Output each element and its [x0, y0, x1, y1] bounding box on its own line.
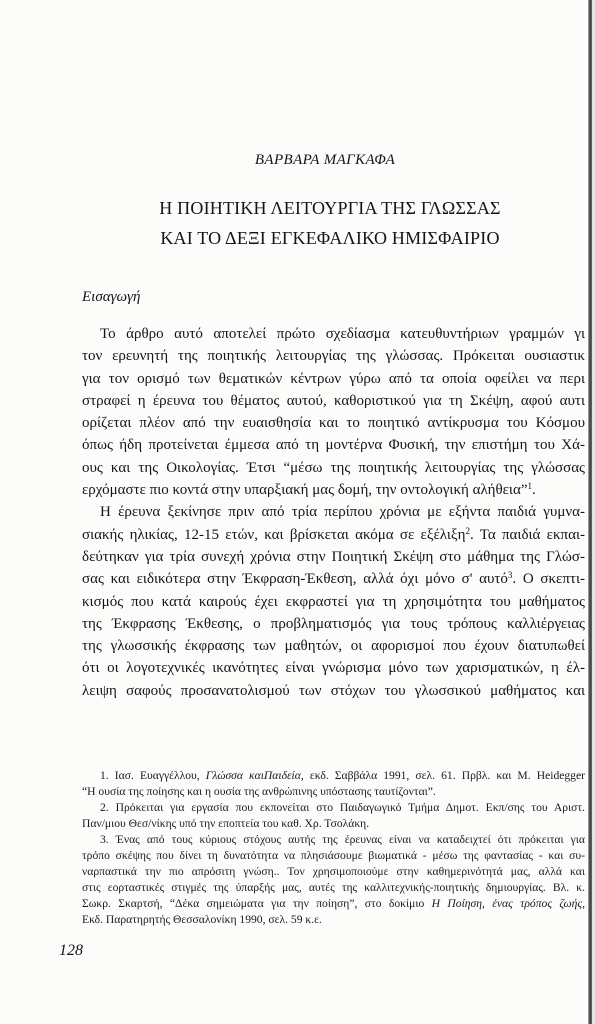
- footnote-line: 2. Πρόκειται για εργασία που εκπονείται στο Παιδαγωγικό Τμήμα Δημοτ. Εκπ/σης του Αριστ.: [100, 801, 585, 814]
- footnote-text-segment: , εκδ. Σαββάλα 1991, σελ. 61. Πρβλ. και M. Heidegger: [300, 769, 585, 782]
- title-line-1: Η ΠΟΙΗΤΙΚΗ ΛΕΙΤΟΥΡΓΙΑ ΤΗΣ ΓΛΩΣΣΑΣ: [159, 198, 501, 218]
- footnote-marker-1: 1: [527, 481, 532, 492]
- footnote-italic-title: Γλώσσα καιΠαιδεία: [205, 769, 301, 782]
- body-text-segment: . Τα παιδιά εκπαι-: [469, 526, 585, 543]
- footnote-line: στις εορταστικές στιγμές της ύπαρξής μας, αυτές της καλλιτεχνικής-ποιητικής δημιουργίας. Βλ. κ.: [82, 881, 585, 894]
- body-line: [82, 524, 585, 546]
- body-text-segment: .: [531, 482, 536, 499]
- body-line: ότι οι λογοτεχνικές ικανότητες είναι γνώρισμα μόνο των χαρισματικών, η έλ-: [82, 660, 585, 677]
- body-line: δεύτηκαν για τρία συνεχή χρόνια στην Ποιητική Σκέψη στο μάθημα της Γλώσ-: [82, 548, 585, 565]
- footnote-line: τρόπο σκέψης που δίνει τη δυνατότητα να πλησιάσουμε βιωματικά - μέσω της φαντασίας - και συ-: [82, 849, 585, 862]
- footnote-marker-2: 2: [465, 525, 470, 536]
- body-line: [82, 568, 585, 590]
- body-line: στραφεί η έρευνα του θέματος αυτού, καθοριστικού για τη Σκέψη, αφού αυτι: [82, 392, 585, 409]
- section-heading: Εισαγωγή: [82, 289, 141, 305]
- body-line: ορίζεται πλέον από την ευαισθησία και το ποιητικό αντίκρυσμα του Κόσμου: [82, 415, 585, 432]
- body-line: Η έρευνα ξεκίνησε πριν από τρία περίπου χρόνια με εξήντα παιδιά γυμνα-: [100, 504, 585, 521]
- body-line: τον ερευνητή της ποιητικής λειτουργίας της γλώσσας. Πρόκειται ουσιαστικ: [82, 348, 585, 365]
- body-text: [82, 323, 585, 702]
- author-name: ΒΑΡΒΑΡΑ ΜΑΓΚΑΦΑ: [254, 152, 396, 168]
- body-text-segment: σας και ειδικότερα στην Έκφραση-Έκθεση, αλλά όχι μόνο σ' αυτό: [82, 571, 508, 588]
- body-line: Το άρθρο αυτό αποτελεί πρώτο σχεδίασμα κατευθυντήριων γραμμών γι: [100, 326, 585, 342]
- body-line: για τον ορισμό των θεματικών κέντρων γύρω από τα οποία οφείλει να περι: [82, 370, 585, 387]
- footnote-line: “Η ουσία της ποίησης και η ουσία της ανθρώπινης υπόστασης ταυτίζονται”.: [82, 785, 436, 798]
- body-line: της Έκφρασης Έκθεσης, ο προβληματισμός για τους τρόπους καλλιέργειας: [82, 615, 585, 632]
- page-number: 128: [59, 942, 83, 959]
- body-line: [82, 479, 585, 501]
- footnote-line: [82, 896, 585, 912]
- body-text-segment: σιακής ηλικίας, 12-15 ετών, και βρίσκεται ακόμα σε εξέλιξη: [82, 526, 466, 543]
- footnote-line: Εκδ. Παρατηρητής Θεσσαλονίκη 1990, σελ. 59 κ.ε.: [82, 913, 322, 926]
- footnote-line: ναρπαστικά την πιο απρόσιτη γνώση.. Τον χρησιμοποιούμε στην καθημερινότητά μας, αλλά και: [82, 865, 585, 878]
- body-line: λειψη σαφούς προσανατολισμού των στόχων του γλωσσικού μαθήματος και: [82, 682, 585, 699]
- footnote-text-segment: Σωκρ. Σκαρτσή, “Δέκα σημειώματα για την ποίηση”, στο δοκίμιο: [82, 897, 432, 910]
- footnote-marker-3: 3: [507, 570, 513, 581]
- body-line: κισμός που κατά καιρούς έχει εκφραστεί για τη χρησιμότητα του μαθήματος: [82, 593, 585, 610]
- article-title: [65, 193, 595, 253]
- body-text-segment: ερχόμαστε πιο κοντά στην υπαρξιακή μας δομή, την οντολογική αλήθεια”: [82, 482, 528, 499]
- body-line: όπως ήδη προτείνεται έμμεσα από τη μοντέρνα Φυσική, την επιστήμη του Χά-: [82, 437, 585, 454]
- footnote-italic-title: Η Ποίηση, ένας τρόπος ζωής: [431, 897, 583, 910]
- footnote-text-segment: 1. Ιασ. Ευαγγέλλου,: [100, 769, 206, 782]
- body-line: ους και της Οικολογίας. Έτσι “μέσω της ποιητικής λειτουργίας της γλώσσας: [82, 459, 585, 476]
- footnote-text-segment: ,: [582, 897, 585, 910]
- body-line: της γλωσσικής έκφρασης των μαθητών, οι αφορισμοί που έχουν διατυπωθεί: [82, 638, 585, 655]
- footnotes: [82, 768, 585, 928]
- title-line-2: ΚΑΙ ΤΟ ΔΕΞΙ ΕΓΚΕΦΑΛΙΚΟ ΗΜΙΣΦΑΙΡΙΟ: [160, 228, 500, 248]
- footnote-line: 3. Ένας από τους κύριους στόχους αυτής της έρευνας είναι να καταδειχτεί ότι πρόκειται για: [100, 833, 585, 846]
- body-text-segment: . Ο σκεπτι-: [512, 571, 585, 588]
- footnote-line: Παν/μιου Θεσ/νίκης υπό την εποπτεία του καθ. Χρ. Τσολάκη.: [82, 817, 370, 830]
- footnote-line: [82, 768, 585, 784]
